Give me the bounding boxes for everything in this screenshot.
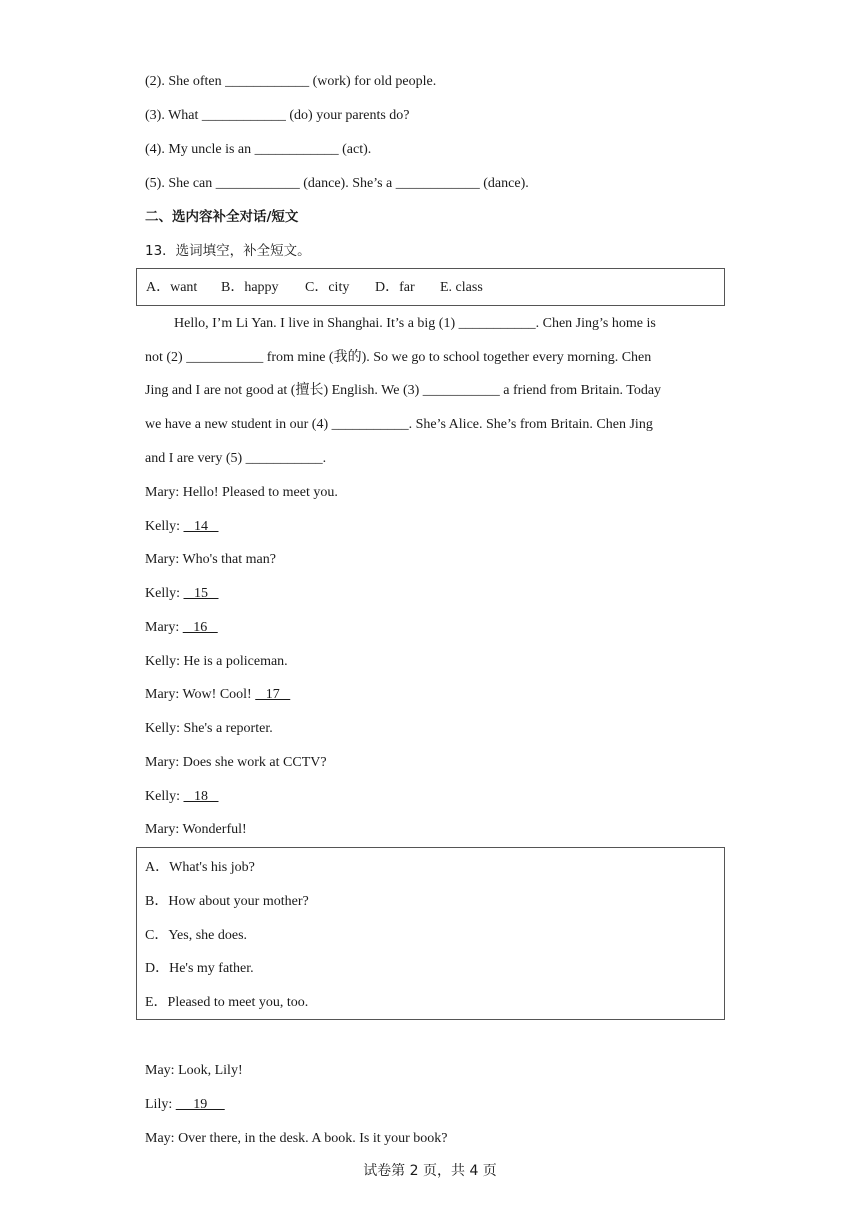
dialogue-option-d: D．He's my father. (145, 961, 254, 976)
dialogue-line (145, 585, 219, 603)
exercise-line-3: (3). What ____________ (do) your parents do? (145, 108, 410, 123)
dialogue-text: Does she work at CCTV? (182, 755, 327, 770)
exercise-line-5: (5). She can ____________ (dance). She’s a ____________ (dance). (145, 176, 529, 191)
dialogue-line (145, 788, 219, 806)
dialogue-line (145, 484, 338, 502)
word-option-c: C．city (305, 280, 350, 295)
dialogue-text: She's a reporter. (183, 721, 273, 736)
word-bank-box (136, 268, 725, 306)
passage-line-1: Hello, I’m Li Yan. I live in Shanghai. It’s a big (1) ___________. Chen Jing’s home is (174, 316, 656, 331)
dialogue-option-c: C．Yes, she does. (145, 928, 248, 943)
speaker: Mary: (145, 822, 180, 837)
dialogue-text: Hello! Pleased to meet you. (182, 485, 338, 500)
answer-blank-19[interactable]: 19 (175, 1097, 225, 1112)
speaker: Mary: (145, 687, 180, 702)
speaker: Kelly: (145, 586, 180, 601)
dialogue-text: Who's that man? (182, 552, 276, 567)
dialogue-options-box (136, 847, 725, 1020)
passage-line-5: and I are very (5) ___________. (145, 451, 327, 466)
speaker: Mary: (145, 485, 180, 500)
dialogue-text: He is a policeman. (183, 654, 288, 669)
dialogue-line (145, 754, 327, 772)
dialogue-line (145, 1130, 448, 1148)
answer-blank-18[interactable]: 18 (183, 789, 219, 804)
exercise-line-2: (2). She often ____________ (work) for old people. (145, 74, 437, 89)
dialogue-line (145, 518, 219, 536)
word-option-d: D．far (375, 280, 415, 295)
speaker: Lily: (145, 1097, 173, 1112)
dialogue-line (145, 686, 290, 704)
dialogue-option-e: E．Pleased to meet you, too. (145, 995, 309, 1010)
dialogue-text: Over there, in the desk. A book. Is it your book? (178, 1131, 448, 1146)
speaker: May: (145, 1063, 175, 1078)
dialogue-line (145, 720, 273, 738)
speaker: Kelly: (145, 789, 180, 804)
speaker: Kelly: (145, 654, 180, 669)
speaker: Mary: (145, 755, 180, 770)
passage-line-2: not (2) ___________ from mine (我的). So we go to school together every morning. Chen (145, 350, 652, 365)
question-13-title: 13．选词填空，补全短文。 (145, 243, 311, 259)
dialogue-line (145, 1096, 225, 1114)
dialogue-line (145, 821, 247, 839)
dialogue-text: Look, Lily! (178, 1063, 243, 1078)
dialogue-line (145, 1062, 243, 1080)
dialogue-option-a: A．What's his job? (145, 860, 255, 875)
speaker: Mary: (145, 552, 180, 567)
speaker: Mary: (145, 620, 180, 635)
speaker: Kelly: (145, 721, 180, 736)
answer-blank-15[interactable]: 15 (183, 586, 219, 601)
speaker: May: (145, 1131, 175, 1146)
dialogue-line (145, 551, 276, 569)
dialogue-line (145, 619, 218, 637)
answer-blank-14[interactable]: 14 (183, 519, 219, 534)
dialogue-line (145, 653, 288, 671)
word-option-e: E. class (440, 280, 483, 295)
dialogue-option-b: B．How about your mother? (145, 894, 309, 909)
exercise-line-4: (4). My uncle is an ____________ (act). (145, 142, 372, 157)
page-footer: 试卷第 2 页，共 4 页 (363, 1163, 497, 1179)
section-heading: 二、选内容补全对话/短文 (145, 209, 299, 225)
word-option-a: A．want (146, 280, 198, 295)
answer-blank-17[interactable]: 17 (255, 687, 291, 702)
passage-line-3: Jing and I are not good at (擅长) English. We (3) ___________ a friend from Britain. Today (145, 383, 662, 398)
word-option-b: B．happy (221, 280, 279, 295)
passage-line-4: we have a new student in our (4) ___________. She’s Alice. She’s from Britain. Chen Jing (145, 417, 653, 432)
dialogue-text: Wonderful! (182, 822, 247, 837)
dialogue-text: Wow! Cool! (182, 687, 252, 702)
speaker: Kelly: (145, 519, 180, 534)
answer-blank-16[interactable]: 16 (182, 620, 218, 635)
